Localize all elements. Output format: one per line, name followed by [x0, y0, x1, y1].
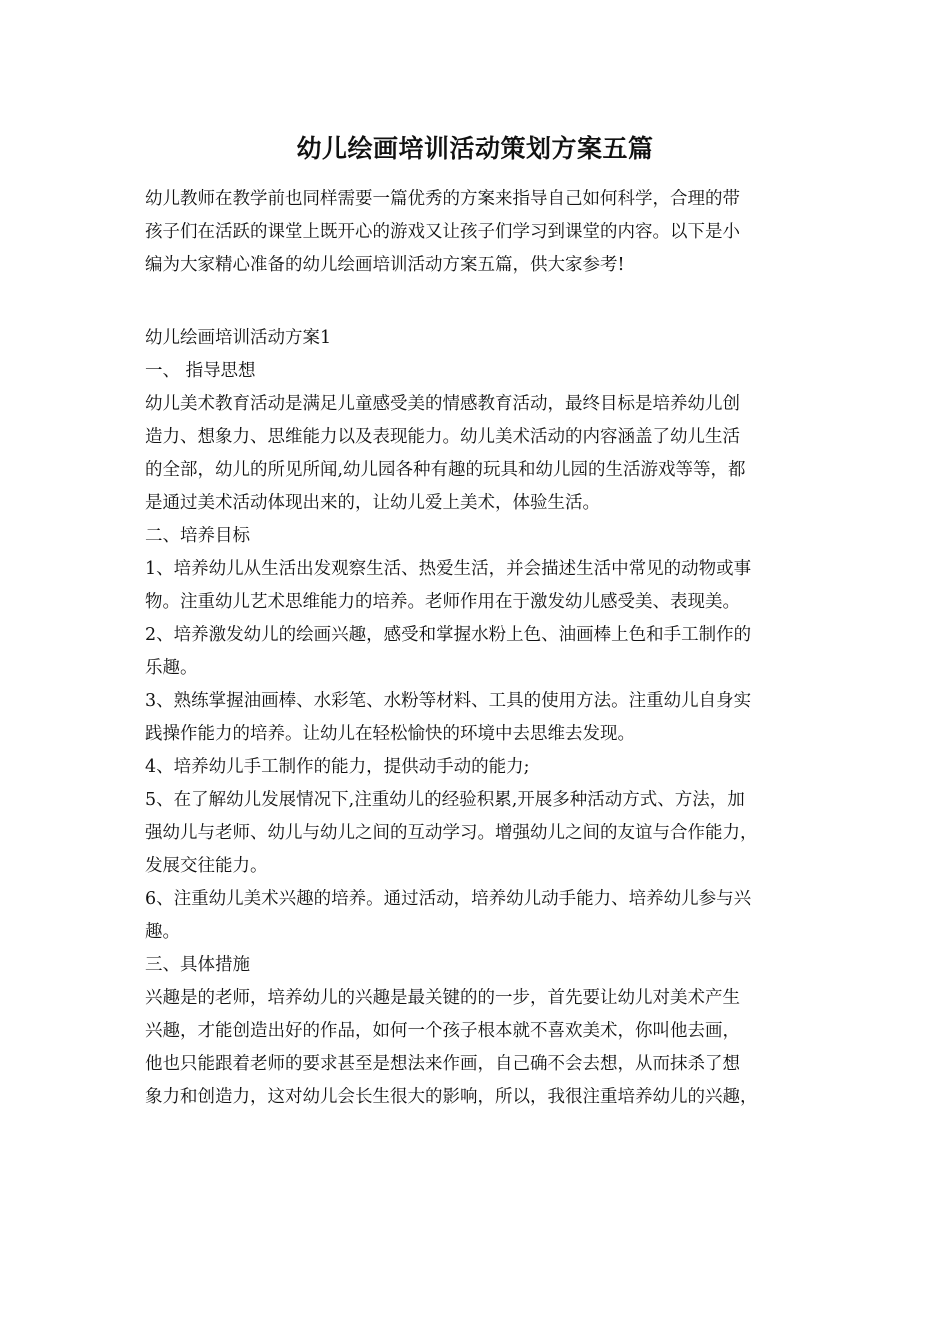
- paragraph-line: 是通过美术活动体现出来的，让幼儿爱上美术，体验生活。: [145, 493, 600, 513]
- paragraph-line: 践操作能力的培养。让幼儿在轻松愉快的环境中去思维去发现。: [145, 724, 635, 744]
- paragraph-line: 兴趣是的老师，培养幼儿的兴趣是最关键的的一步，首先要让幼儿对美术产生: [145, 988, 740, 1008]
- paragraph-line: 的全部，幼儿的所见所闻,幼儿园各种有趣的玩具和幼儿园的生活游戏等等，都: [145, 460, 746, 480]
- paragraph-line: 造力、想象力、思维能力以及表现能力。幼儿美术活动的内容涵盖了幼儿生活: [145, 427, 740, 447]
- goal-item-1: [145, 553, 817, 619]
- paragraph-gap: [145, 282, 817, 322]
- paragraph-line: 2、培养激发幼儿的绘画兴趣，感受和掌握水粉上色、油画棒上色和手工制作的: [145, 625, 752, 645]
- document-title: 幼儿绘画培训活动策划方案五篇: [296, 134, 654, 163]
- paragraph-line: 5、在了解幼儿发展情况下,注重幼儿的经验积累,开展多种活动方式、方法，加: [145, 790, 745, 810]
- goal-item-6: [145, 883, 817, 949]
- paragraph-line: 他也只能跟着老师的要求甚至是想法来作画，自己确不会去想，从而抹杀了想: [145, 1054, 740, 1074]
- intro-line: 孩子们在活跃的课堂上既开心的游戏又让孩子们学习到课堂的内容。以下是小: [145, 222, 740, 242]
- paragraph-line: 3、熟练掌握油画棒、水彩笔、水粉等材料、工具的使用方法。注重幼儿自身实: [145, 691, 752, 711]
- intro-line: 编为大家精心准备的幼儿绘画培训活动方案五篇，供大家参考!: [145, 255, 625, 275]
- paragraph-line: 物。注重幼儿艺术思维能力的培养。老师作用在于激发幼儿感受美、表现美。: [145, 592, 740, 612]
- paragraph-line: 乐趣。: [145, 658, 198, 678]
- intro-paragraph: [145, 183, 817, 282]
- paragraph-line: 兴趣，才能创造出好的作品，如何一个孩子根本就不喜欢美术，你叫他去画，: [145, 1021, 740, 1041]
- goal-item-2: [145, 619, 817, 685]
- heading-guiding-ideology: 一、 指导思想: [145, 361, 256, 381]
- specific-measures-paragraph: [145, 982, 817, 1114]
- heading-training-goals: 二、培养目标: [145, 526, 250, 546]
- guiding-ideology-paragraph: [145, 388, 817, 520]
- paragraph-line: 趣。: [145, 922, 180, 942]
- goal-item-4: [145, 751, 817, 784]
- section-title: 幼儿绘画培训活动方案1: [145, 328, 332, 348]
- paragraph-line: 强幼儿与老师、幼儿与幼儿之间的互动学习。增强幼儿之间的友谊与合作能力，: [145, 823, 758, 843]
- paragraph-line: 发展交往能力。: [145, 856, 268, 876]
- goal-item-5: [145, 784, 817, 883]
- intro-line: 幼儿教师在教学前也同样需要一篇优秀的方案来指导自己如何科学，合理的带: [145, 189, 740, 209]
- paragraph-line: 象力和创造力，这对幼儿会长生很大的影响，所以，我很注重培养幼儿的兴趣，: [145, 1087, 758, 1107]
- document-body: [145, 183, 817, 1114]
- paragraph-line: 6、注重幼儿美术兴趣的培养。通过活动，培养幼儿动手能力、培养幼儿参与兴: [145, 889, 752, 909]
- paragraph-line: 4、培养幼儿手工制作的能力，提供动手动的能力;: [145, 757, 530, 777]
- paragraph-line: 幼儿美术教育活动是满足儿童感受美的情感教育活动，最终目标是培养幼儿创: [145, 394, 740, 414]
- heading-specific-measures: 三、具体措施: [145, 955, 250, 975]
- goal-item-3: [145, 685, 817, 751]
- paragraph-line: 1、培养幼儿从生活出发观察生活、热爱生活，并会描述生活中常见的动物或事: [145, 559, 752, 579]
